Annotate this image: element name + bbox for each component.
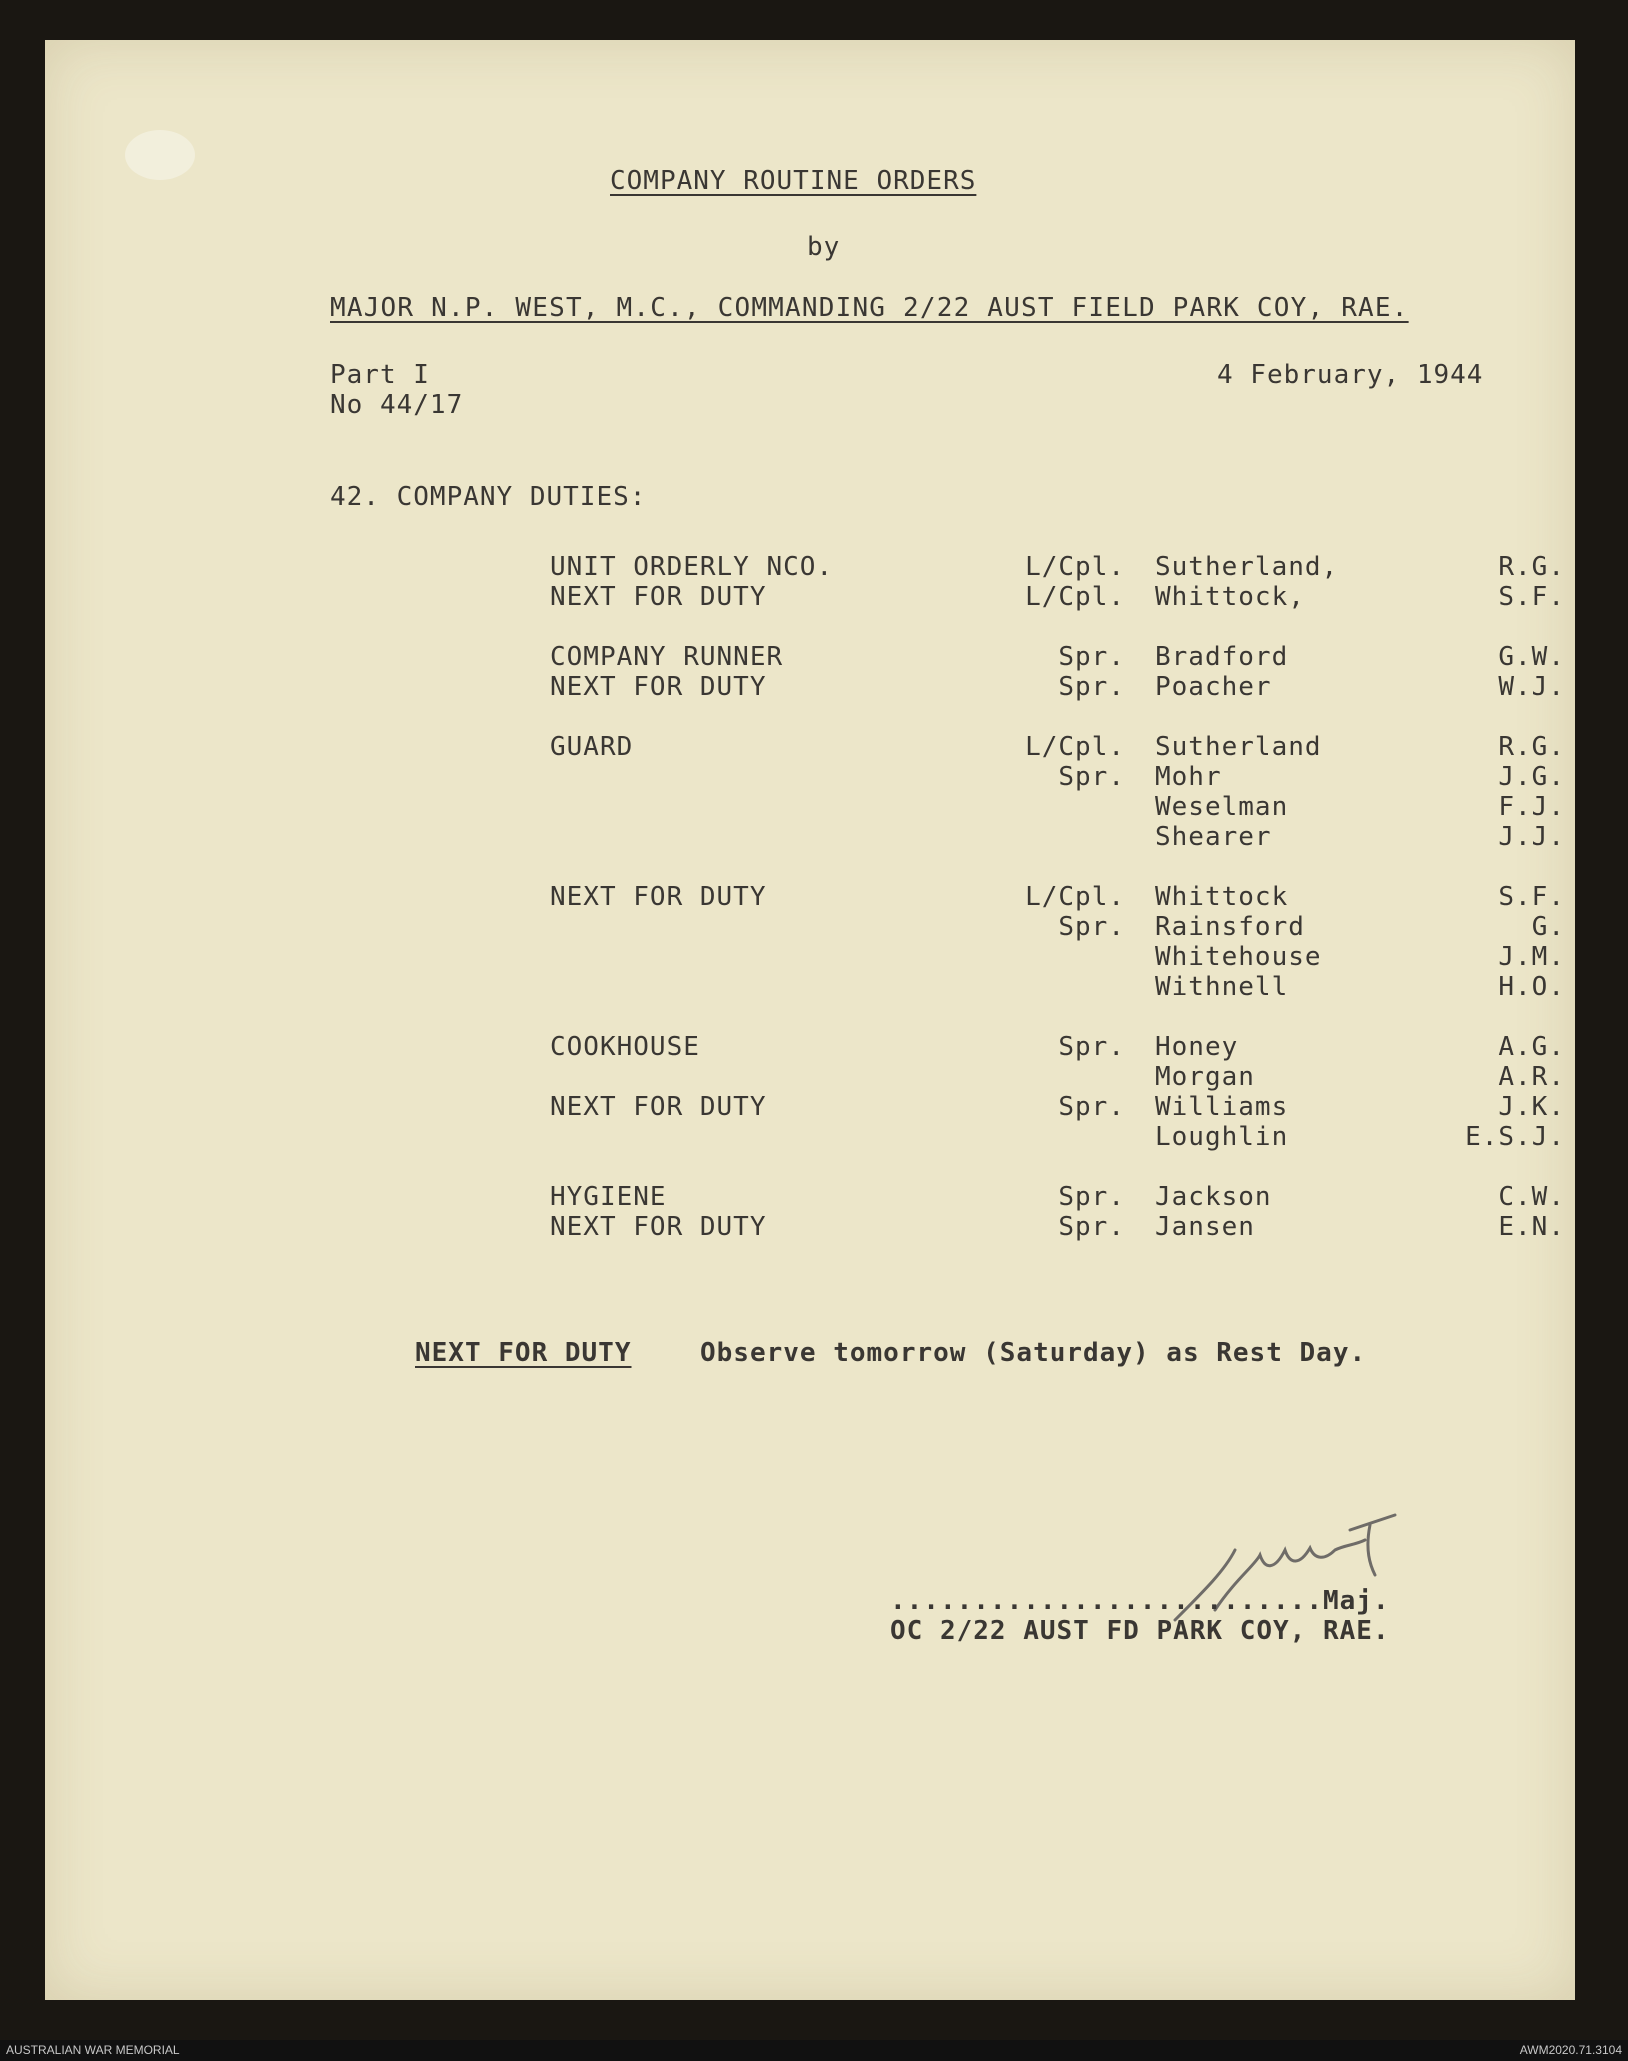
member-initials: G. [1531, 912, 1565, 942]
rank-label: Spr. [1058, 1212, 1125, 1242]
member-initials: G.W. [1498, 642, 1565, 672]
member-name: Mohr [1155, 762, 1222, 792]
duty-row [45, 1092, 1575, 1122]
member-name: Morgan [1155, 1062, 1255, 1092]
member-initials: F.J. [1498, 792, 1565, 822]
member-name: Withnell [1155, 972, 1289, 1002]
member-name: Honey [1155, 1032, 1239, 1062]
rank-label: Spr. [1058, 1182, 1125, 1212]
note-label: NEXT FOR DUTY [415, 1338, 632, 1368]
member-initials: W.J. [1498, 672, 1565, 702]
duty-row [45, 732, 1575, 762]
duty-row [45, 1032, 1575, 1062]
duty-row [45, 1062, 1575, 1092]
duty-row [45, 552, 1575, 582]
member-initials: H.O. [1498, 972, 1565, 1002]
section-heading: 42. COMPANY DUTIES: [330, 482, 647, 512]
duty-row [45, 582, 1575, 612]
duty-label: NEXT FOR DUTY [550, 1092, 767, 1122]
member-initials: E.S.J. [1465, 1122, 1565, 1152]
member-name: Rainsford [1155, 912, 1305, 942]
document-date: 4 February, 1944 [1217, 360, 1484, 390]
rank-label: Spr. [1058, 762, 1125, 792]
rank-label: L/Cpl. [1025, 552, 1125, 582]
member-name: Whittock [1155, 882, 1289, 912]
member-initials: S.F. [1498, 882, 1565, 912]
duty-label: UNIT ORDERLY NCO. [550, 552, 834, 582]
duty-row [45, 1122, 1575, 1152]
duty-row [45, 792, 1575, 822]
member-name: Whitehouse [1155, 942, 1322, 972]
by-line: by [807, 232, 841, 262]
rank-label: L/Cpl. [1025, 882, 1125, 912]
duty-row [45, 942, 1575, 972]
member-initials: A.R. [1498, 1062, 1565, 1092]
duty-label: COOKHOUSE [550, 1032, 700, 1062]
member-initials: R.G. [1498, 732, 1565, 762]
member-initials: J.K. [1498, 1092, 1565, 1122]
member-name: Shearer [1155, 822, 1272, 852]
member-initials: J.M. [1498, 942, 1565, 972]
rank-label: Spr. [1058, 642, 1125, 672]
rank-label: Spr. [1058, 912, 1125, 942]
duty-row [45, 882, 1575, 912]
duty-label: NEXT FOR DUTY [550, 672, 767, 702]
member-initials: A.G. [1498, 1032, 1565, 1062]
signature-title: OC 2/22 AUST FD PARK COY, RAE. [890, 1616, 1390, 1646]
member-name: Jansen [1155, 1212, 1255, 1242]
member-initials: C.W. [1498, 1182, 1565, 1212]
rank-label: Spr. [1058, 672, 1125, 702]
rank-label: Spr. [1058, 1032, 1125, 1062]
member-name: Poacher [1155, 672, 1272, 702]
duty-row [45, 972, 1575, 1002]
duty-label: NEXT FOR DUTY [550, 582, 767, 612]
part-label: Part I [330, 360, 430, 390]
footer-bar [0, 2040, 1628, 2061]
rank-label: L/Cpl. [1025, 582, 1125, 612]
duty-label: NEXT FOR DUTY [550, 882, 767, 912]
rank-label: L/Cpl. [1025, 732, 1125, 762]
duty-label: HYGIENE [550, 1182, 667, 1212]
duty-row [45, 822, 1575, 852]
member-name: Sutherland [1155, 732, 1322, 762]
commander-line: MAJOR N.P. WEST, M.C., COMMANDING 2/22 AUST FIELD PARK COY, RAE. [330, 293, 1409, 323]
member-name: Williams [1155, 1092, 1289, 1122]
duty-label: GUARD [550, 732, 634, 762]
member-name: Loughlin [1155, 1122, 1289, 1152]
member-name: Jackson [1155, 1182, 1272, 1212]
member-name: Sutherland, [1155, 552, 1339, 582]
signature-dots: ..........................Maj. [890, 1586, 1390, 1616]
member-initials: J.G. [1498, 762, 1565, 792]
member-name: Weselman [1155, 792, 1289, 822]
rank-label: Spr. [1058, 1092, 1125, 1122]
member-name: Whittock, [1155, 582, 1305, 612]
member-initials: S.F. [1498, 582, 1565, 612]
duty-label: COMPANY RUNNER [550, 642, 784, 672]
member-initials: E.N. [1498, 1212, 1565, 1242]
member-initials: J.J. [1498, 822, 1565, 852]
duty-row [45, 1182, 1575, 1212]
paper-mark [125, 130, 195, 180]
order-number: No 44/17 [330, 390, 464, 420]
note-text: Observe tomorrow (Saturday) as Rest Day. [700, 1338, 1367, 1368]
duty-label: NEXT FOR DUTY [550, 1212, 767, 1242]
duty-row [45, 912, 1575, 942]
footer-right: AWM2020.71.3104 [1519, 2043, 1622, 2057]
member-name: Bradford [1155, 642, 1289, 672]
duty-row [45, 642, 1575, 672]
document-page [45, 40, 1575, 2000]
duty-row [45, 672, 1575, 702]
document-title: COMPANY ROUTINE ORDERS [610, 166, 977, 196]
member-initials: R.G. [1498, 552, 1565, 582]
duty-row [45, 1212, 1575, 1242]
duty-row [45, 762, 1575, 792]
footer-left: AUSTRALIAN WAR MEMORIAL [6, 2043, 180, 2057]
